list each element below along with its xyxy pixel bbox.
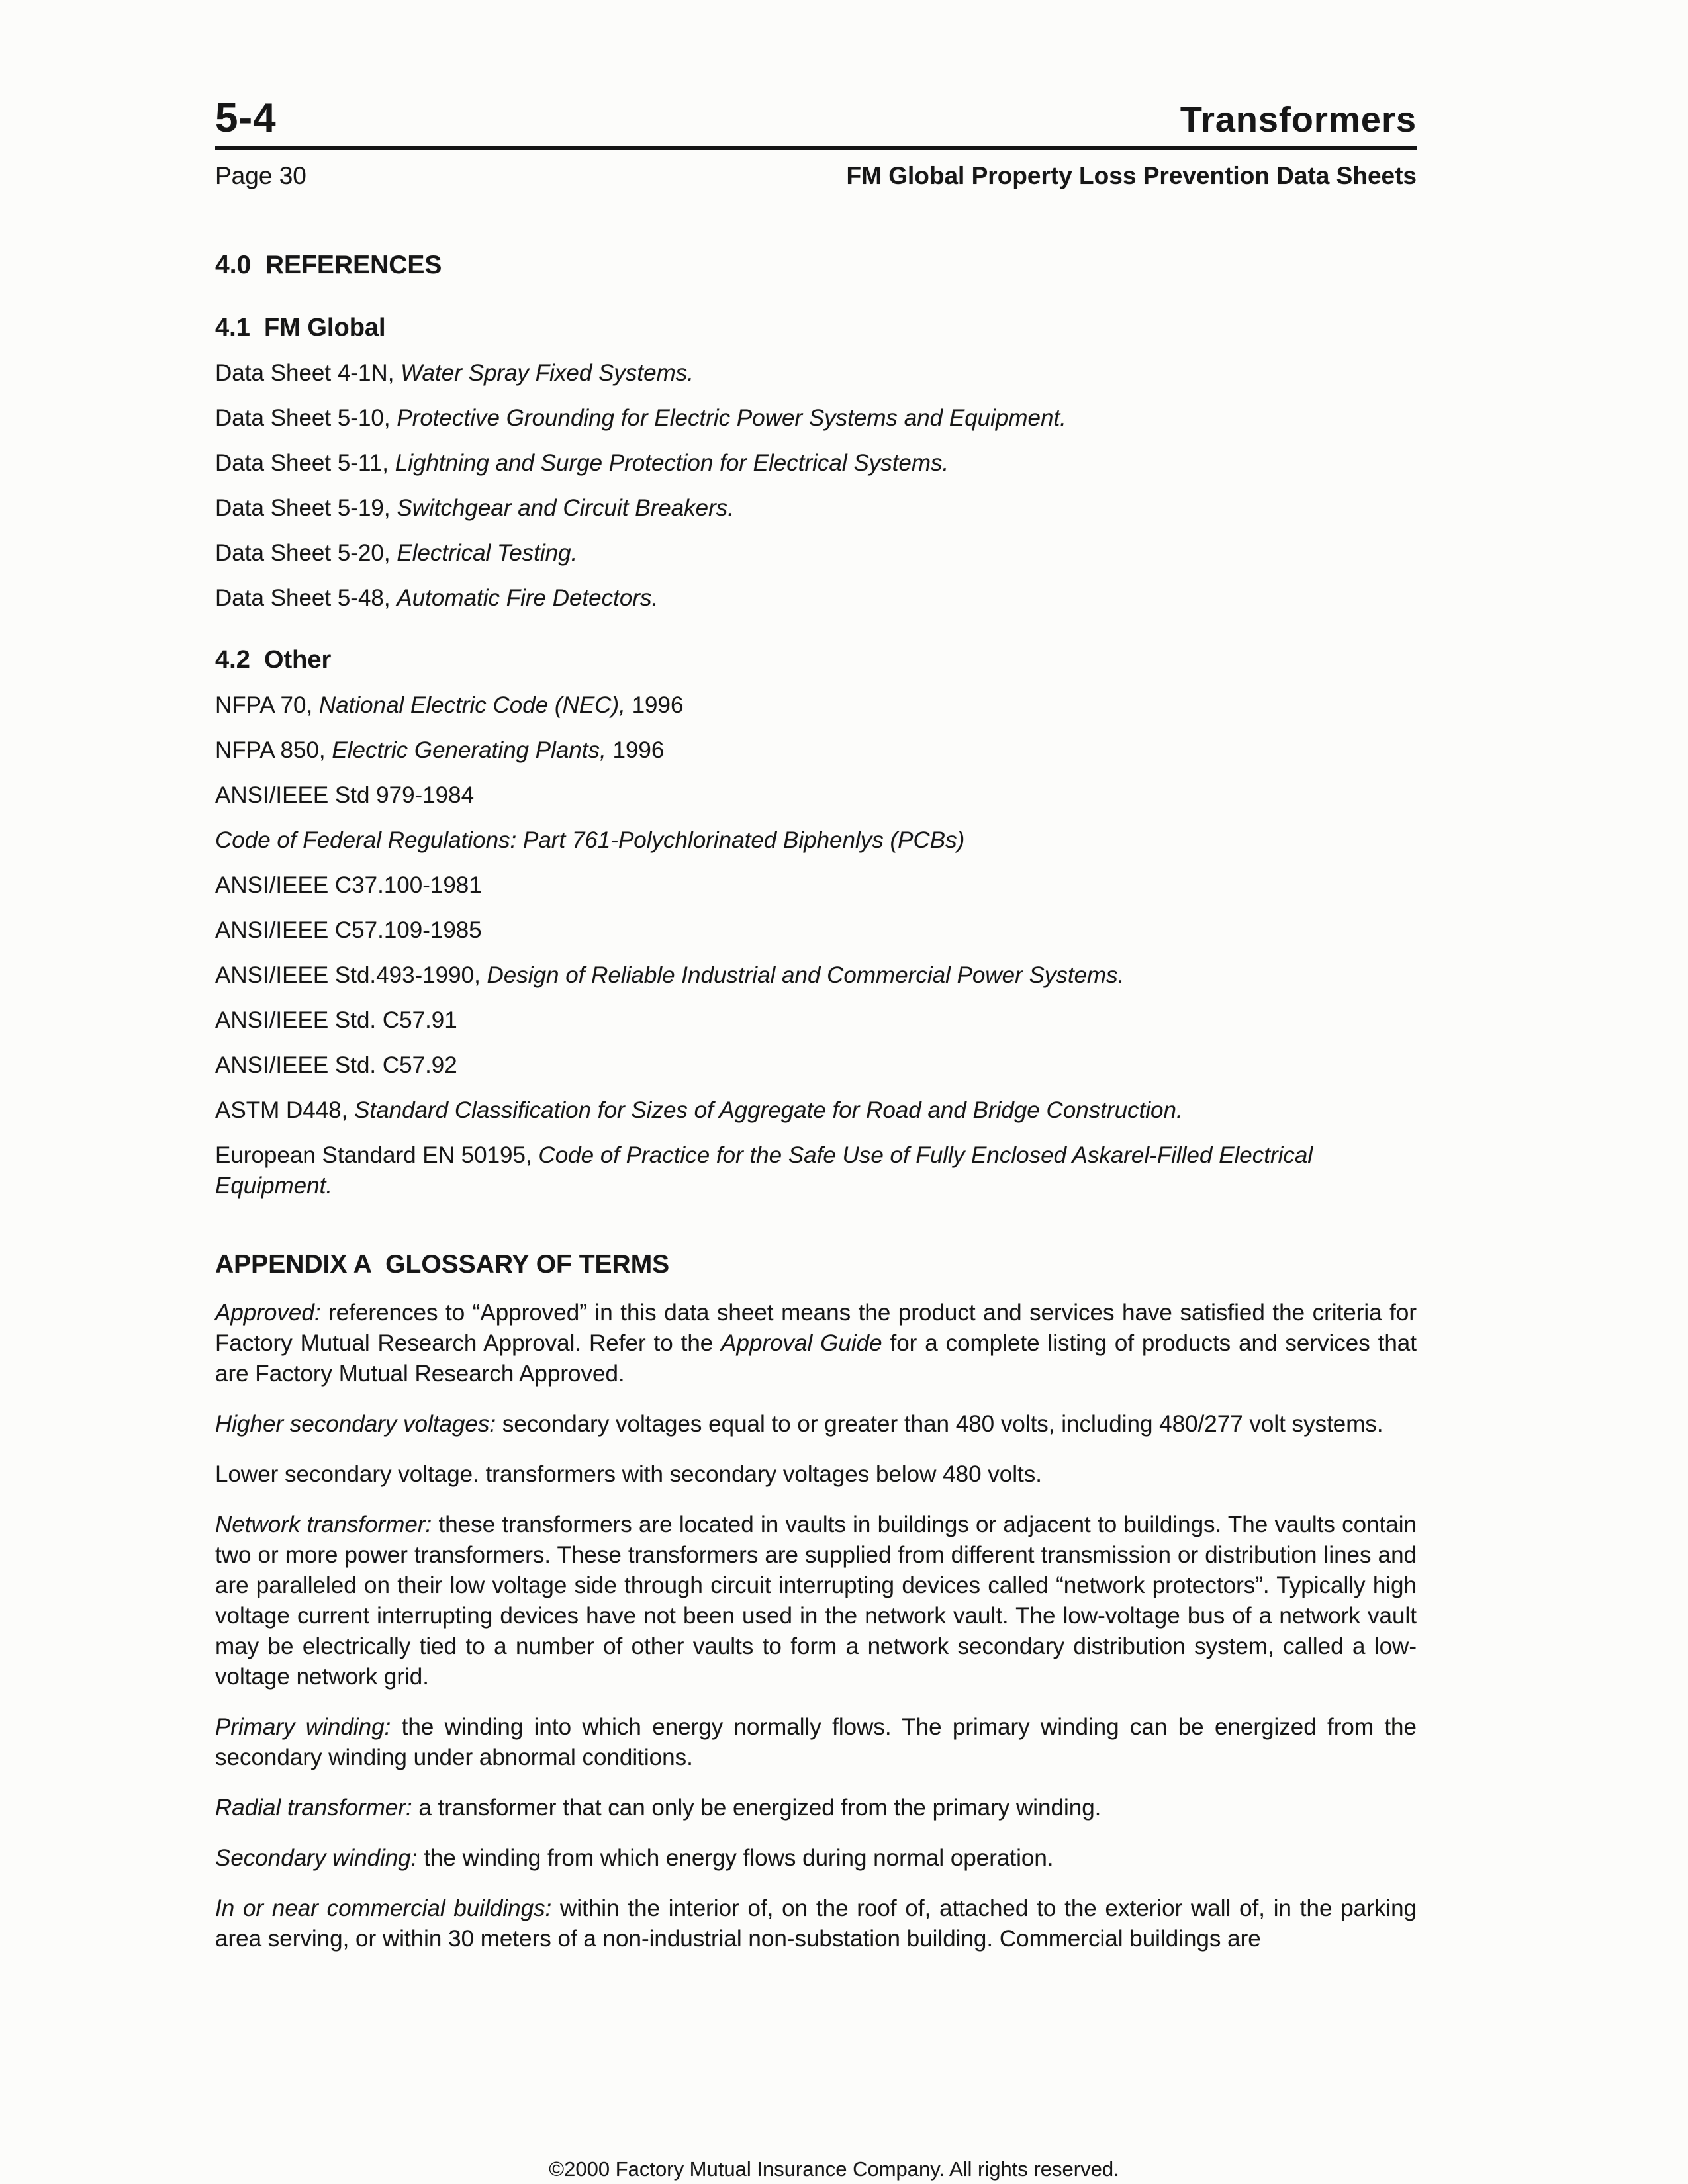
regular-text: for a complete listing of products and services that are Factory Mutual Research Approved. bbox=[215, 1330, 1417, 1387]
regular-text: the winding from which energy flows during normal operation. bbox=[417, 1845, 1054, 1871]
doc-number: 5-4 bbox=[215, 95, 277, 141]
document-body bbox=[215, 250, 1417, 1954]
italic-text: Lightning and Surge Protection for Electrical Systems. bbox=[395, 450, 949, 476]
glossary-entry bbox=[215, 1459, 1417, 1490]
glossary-entry bbox=[215, 1712, 1417, 1773]
regular-text: NFPA 850, bbox=[215, 737, 332, 763]
regular-text: Data Sheet 5-11, bbox=[215, 450, 395, 476]
reference-item bbox=[215, 690, 1417, 721]
appendix-heading: APPENDIX A GLOSSARY OF TERMS bbox=[215, 1250, 670, 1279]
italic-text: Approved: bbox=[215, 1300, 321, 1326]
reference-item bbox=[215, 735, 1417, 766]
reference-item bbox=[215, 358, 1417, 388]
reference-item bbox=[215, 583, 1417, 614]
reference-item bbox=[215, 538, 1417, 569]
glossary-entry bbox=[215, 1793, 1417, 1823]
glossary-entry bbox=[215, 1409, 1417, 1439]
reference-item bbox=[215, 1050, 1417, 1081]
regular-text: Data Sheet 5-48, bbox=[215, 585, 397, 611]
italic-text: Standard Classification for Sizes of Aggregate for Road and Bridge Construction. bbox=[354, 1097, 1183, 1123]
page-footer bbox=[0, 2156, 1668, 2183]
regular-text: secondary voltages equal to or greater than 480 volts, including 480/277 volt systems. bbox=[496, 1411, 1383, 1437]
regular-text: the winding into which energy normally flows. The primary winding can be energized from the secondary winding under abnormal conditions. bbox=[215, 1714, 1417, 1770]
reference-item bbox=[215, 1005, 1417, 1036]
italic-text: Automatic Fire Detectors. bbox=[397, 585, 659, 611]
reference-item bbox=[215, 1095, 1417, 1126]
doc-title: Transformers bbox=[1180, 100, 1417, 140]
copyright-notice: ©2000 Factory Mutual Insurance Company. All rights reserved. bbox=[549, 2158, 1119, 2181]
reference-item bbox=[215, 1140, 1417, 1201]
italic-text: Network transformer: bbox=[215, 1512, 432, 1537]
italic-text: Approval Guide bbox=[721, 1330, 882, 1356]
regular-text: European Standard EN 50195, bbox=[215, 1142, 539, 1168]
subsection-heading-other: 4.2 Other bbox=[215, 646, 332, 674]
italic-text: National Electric Code (NEC), bbox=[318, 692, 626, 718]
italic-text: Primary winding: bbox=[215, 1714, 391, 1740]
regular-text: ANSI/IEEE Std. C57.92 bbox=[215, 1052, 457, 1078]
regular-text: 1996 bbox=[625, 692, 684, 718]
italic-text: Design of Reliable Industrial and Commercial Power Systems. bbox=[487, 962, 1125, 988]
glossary-entry bbox=[215, 1843, 1417, 1874]
reference-item bbox=[215, 915, 1417, 946]
italic-text: Electric Generating Plants, bbox=[332, 737, 606, 763]
regular-text: ANSI/IEEE Std 979-1984 bbox=[215, 782, 475, 808]
regular-text: these transformers are located in vaults in buildings or adjacent to buildings. The vaults contain two or more power transformers. These transformers are supplied from different transmission or distribution lines and are paralleled on their low voltage side through circuit interrupting devices called “network protectors”. Typically high voltage current interrupting devices have not been used in the network vault. The low-voltage bus of a network vault may be electrically tied to a number of other vaults to form a network secondary distribution system, called a low-voltage network grid. bbox=[215, 1512, 1417, 1690]
regular-text: ANSI/IEEE Std. C57.91 bbox=[215, 1007, 457, 1033]
reference-item bbox=[215, 493, 1417, 523]
other-reference-list bbox=[215, 690, 1417, 1201]
page-number-label: Page 30 bbox=[215, 162, 306, 189]
reference-item bbox=[215, 825, 1417, 856]
section-heading-references: 4.0 REFERENCES bbox=[215, 251, 442, 279]
regular-text: a transformer that can only be energized from the primary winding. bbox=[412, 1795, 1102, 1821]
regular-text: Data Sheet 5-20, bbox=[215, 540, 397, 566]
fm-global-reference-list bbox=[215, 358, 1417, 614]
reference-item bbox=[215, 403, 1417, 433]
byline-row bbox=[215, 162, 1417, 190]
regular-text: references to “Approved” in this data sheet means the product and services have satisfied the criteria for Factory Mutual Research Approval. Refer to the bbox=[215, 1300, 1417, 1356]
regular-text: Data Sheet 4-1N, bbox=[215, 360, 401, 386]
glossary-entry bbox=[215, 1510, 1417, 1692]
regular-text: 1996 bbox=[606, 737, 665, 763]
header-rule bbox=[215, 146, 1417, 150]
reference-item bbox=[215, 870, 1417, 901]
italic-text: Protective Grounding for Electric Power Systems and Equipment. bbox=[397, 405, 1066, 431]
italic-text: Switchgear and Circuit Breakers. bbox=[397, 495, 734, 521]
regular-text: ANSI/IEEE C57.109-1985 bbox=[215, 917, 482, 943]
regular-text: ASTM D448, bbox=[215, 1097, 355, 1123]
reference-item bbox=[215, 780, 1417, 811]
regular-text: ANSI/IEEE C37.100-1981 bbox=[215, 872, 482, 898]
subsection-heading-fm-global: 4.1 FM Global bbox=[215, 314, 386, 341]
italic-text: Code of Federal Regulations: Part 761-Polychlorinated Biphenlys (PCBs) bbox=[215, 827, 965, 853]
italic-text: Secondary winding: bbox=[215, 1845, 418, 1871]
masthead-row bbox=[215, 95, 1417, 141]
italic-text: Radial transformer: bbox=[215, 1795, 412, 1821]
regular-text: Data Sheet 5-19, bbox=[215, 495, 397, 521]
italic-text: Water Spray Fixed Systems. bbox=[400, 360, 694, 386]
reference-item bbox=[215, 960, 1417, 991]
regular-text: within the interior of, on the roof of, attached to the exterior wall of, in the parking area serving, or within 30 meters of a non-industrial non-substation building. Commercial buildings are bbox=[215, 1895, 1417, 1952]
italic-text: In or near commercial buildings: bbox=[215, 1895, 552, 1921]
italic-text: Electrical Testing. bbox=[397, 540, 578, 566]
regular-text: ANSI/IEEE Std.493-1990, bbox=[215, 962, 487, 988]
glossary-entry bbox=[215, 1893, 1417, 1954]
glossary-list bbox=[215, 1298, 1417, 1954]
page-header bbox=[215, 95, 1417, 190]
glossary-entry bbox=[215, 1298, 1417, 1389]
regular-text: Data Sheet 5-10, bbox=[215, 405, 397, 431]
org-title: FM Global Property Loss Prevention Data Sheets bbox=[846, 162, 1417, 189]
reference-item bbox=[215, 448, 1417, 478]
italic-text: Code of Practice for the Safe Use of Fully Enclosed Askarel-Filled Electrical Equipment. bbox=[215, 1142, 1313, 1199]
regular-text: Lower secondary voltage. transformers with secondary voltages below 480 volts. bbox=[215, 1461, 1042, 1487]
italic-text: Higher secondary voltages: bbox=[215, 1411, 496, 1437]
regular-text: NFPA 70, bbox=[215, 692, 319, 718]
